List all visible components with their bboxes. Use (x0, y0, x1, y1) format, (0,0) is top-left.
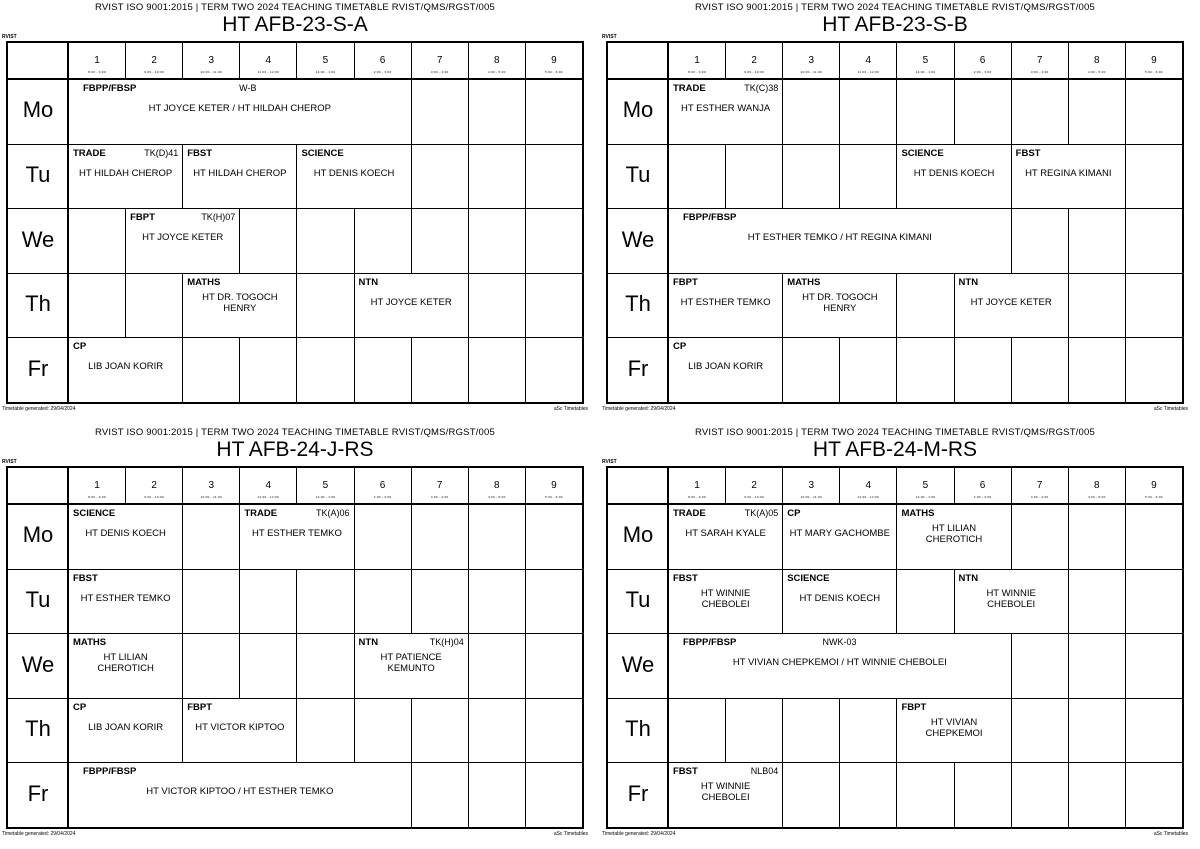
lesson-card[interactable] (668, 633, 1012, 699)
period-time: 2:00 - 3:00 (973, 70, 992, 74)
period-time: 10:00 - 11:00 (200, 495, 222, 499)
period-number: 2 (151, 55, 157, 66)
lesson-card[interactable] (182, 273, 297, 339)
period-time: 5:00 - 6:00 (1145, 70, 1163, 74)
lesson-card[interactable] (239, 504, 354, 570)
day-label: Tu (25, 586, 51, 612)
period-time: 4:00 - 5:00 (1087, 495, 1106, 499)
lesson-card[interactable] (68, 762, 412, 828)
day-label: We (621, 651, 655, 677)
period-time: 9:00 - 10:00 (744, 495, 764, 499)
footer-software: aSc Timetables (1153, 406, 1188, 412)
period-number: 7 (1036, 480, 1043, 491)
lesson-subject: TRADE (244, 508, 278, 519)
lesson-card[interactable] (354, 633, 469, 699)
period-number: 1 (94, 480, 100, 491)
lesson-subject: NTN (958, 572, 979, 584)
lesson-room: W-B (239, 83, 257, 93)
school-code: RVIST (602, 34, 617, 40)
lesson-subject: FBST (673, 572, 698, 584)
period-time: 9:00 - 10:00 (144, 495, 164, 499)
timetable-panel (600, 0, 1190, 424)
lesson-card[interactable] (782, 273, 897, 339)
day-label: Fr (27, 355, 49, 381)
period-number: 7 (1036, 55, 1043, 66)
period-time: 10:00 - 11:00 (800, 495, 822, 499)
lesson-teacher: HT DENIS KOECH (85, 528, 166, 539)
lesson-subject: SCIENCE (301, 147, 344, 159)
period-number: 8 (1093, 480, 1100, 491)
lesson-teacher: HT JOYCE KETER (142, 232, 224, 244)
lesson-teacher: LIB JOAN KORIR (88, 361, 164, 373)
period-number: 5 (922, 480, 929, 491)
lesson-subject: TRADE (73, 147, 106, 159)
lesson-teacher: HT ESTHER WANJA (681, 103, 771, 114)
lesson-subject: FBST (673, 766, 698, 778)
lesson-card[interactable] (1011, 144, 1126, 210)
period-number: 9 (1151, 480, 1157, 491)
lesson-teacher: HT JOYCE KETER (970, 296, 1052, 308)
period-time: 4:00 - 5:00 (1087, 70, 1106, 74)
day-label: Th (25, 716, 51, 742)
lesson-teacher: HT ESTHER TEMKO (80, 592, 171, 604)
grid-line (1068, 468, 1069, 827)
period-time: 2:00 - 3:00 (373, 495, 392, 499)
footer-software: aSc Timetables (553, 831, 588, 837)
period-time: 11:00 - 12:00 (257, 70, 279, 74)
grid-line (525, 43, 526, 402)
day-label: Tu (625, 586, 651, 612)
lesson-card[interactable] (782, 569, 897, 635)
lesson-card[interactable] (896, 144, 1011, 210)
day-label: Mo (622, 522, 654, 548)
period-time: 3:00 - 4:00 (430, 70, 449, 74)
period-number: 6 (979, 55, 986, 66)
lesson-subject: CP (73, 341, 87, 353)
period-time: 11:00 - 12:00 (257, 495, 279, 499)
header-line: RVIST ISO 9001:2015 | TERM TWO 2024 TEACHING TIMETABLE RVIST/QMS/RGST/005 (694, 427, 1096, 438)
lesson-teacher: HT DR. TOGOCH HENRY (802, 291, 878, 314)
lesson-room: TK(A)05 (744, 508, 779, 518)
lesson-card[interactable] (668, 337, 783, 403)
period-time: 8:00 - 9:00 (688, 70, 706, 74)
lesson-card[interactable] (68, 144, 183, 210)
lesson-room: TK(D)41 (144, 147, 179, 158)
period-number: 3 (208, 55, 214, 66)
period-number: 5 (322, 55, 329, 66)
day-label: Th (625, 716, 651, 742)
timetable-grid (6, 466, 584, 829)
lesson-subject: MATHS (73, 637, 107, 649)
day-label: Tu (625, 161, 651, 187)
day-label: Fr (27, 780, 49, 806)
period-number: 4 (865, 55, 872, 66)
period-number: 1 (94, 55, 100, 66)
day-label: Mo (22, 97, 54, 123)
lesson-subject: NTN (358, 637, 379, 649)
grid-line (1125, 43, 1126, 402)
timetable-title: HT AFB-24-J-RS (216, 438, 374, 461)
period-time: 3:00 - 4:00 (430, 495, 449, 499)
timetable-grid (6, 41, 584, 404)
period-time: 11:00 - 12:00 (857, 495, 879, 499)
lesson-subject: FBPT (901, 701, 927, 713)
lesson-subject: MATHS (787, 276, 821, 288)
lesson-subject: FBPP/FBSP (683, 212, 737, 224)
period-time: 11:00 - 12:00 (857, 70, 879, 74)
lesson-teacher: HT DENIS KOECH (913, 167, 995, 179)
lesson-subject: FBPP/FBSP (683, 637, 737, 649)
day-label: We (21, 651, 55, 677)
lesson-subject: SCIENCE (787, 572, 830, 584)
lesson-subject: FBPT (673, 276, 698, 288)
timetable-title: HT AFB-23-S-B (822, 13, 968, 36)
lesson-teacher: HT MARY GACHOMBE (789, 528, 890, 539)
lesson-card[interactable] (182, 144, 297, 210)
lesson-subject: FBST (1015, 147, 1041, 159)
period-time: 10:00 - 11:00 (200, 70, 222, 74)
lesson-card[interactable] (354, 273, 469, 339)
period-number: 1 (694, 55, 700, 66)
lesson-card[interactable] (896, 698, 1011, 764)
timetable-panel (0, 425, 590, 849)
period-time: 12:00 - 1:00 (915, 70, 936, 74)
lesson-card[interactable] (68, 698, 183, 764)
period-time: 8:00 - 9:00 (688, 495, 706, 499)
period-time: 2:00 - 3:00 (373, 70, 392, 74)
period-number: 6 (979, 480, 986, 491)
period-number: 7 (436, 55, 443, 66)
period-time: 9:00 - 10:00 (744, 70, 764, 74)
period-time: 12:00 - 1:00 (315, 495, 336, 499)
lesson-teacher: HT ESTHER TEMKO (251, 528, 342, 539)
period-number: 6 (379, 55, 386, 66)
lesson-teacher: HT HILDAH CHEROP (193, 167, 287, 179)
period-number: 2 (151, 480, 157, 491)
header-line: RVIST ISO 9001:2015 | TERM TWO 2024 TEACHING TIMETABLE RVIST/QMS/RGST/005 (94, 427, 496, 438)
period-time: 8:00 - 9:00 (88, 70, 106, 74)
lesson-card[interactable] (668, 569, 783, 635)
lesson-room: TK(A)06 (316, 508, 350, 518)
lesson-card[interactable] (954, 273, 1069, 339)
period-number: 9 (551, 55, 557, 66)
lesson-teacher: HT VICTOR KIPTOO (195, 721, 285, 733)
lesson-teacher: HT JOYCE KETER (370, 296, 452, 308)
lesson-teacher: HT WINNIE CHEBOLEI (700, 587, 751, 610)
lesson-teacher: HT DR. TOGOCH HENRY (202, 291, 278, 314)
lesson-card[interactable] (782, 504, 897, 570)
lesson-card[interactable] (68, 504, 183, 570)
period-number: 3 (808, 480, 814, 491)
day-label: Mo (622, 97, 654, 123)
lesson-teacher: HT VIVIAN CHEPKEMOI (925, 716, 983, 739)
footer-generated: Timetable generated: 29/04/2024 (602, 831, 676, 837)
footer-software: aSc Timetables (553, 406, 588, 412)
timetable-panel (0, 0, 590, 424)
grid-line (1125, 468, 1126, 827)
lesson-card[interactable] (68, 633, 183, 699)
footer-software: aSc Timetables (1153, 831, 1188, 837)
lesson-subject: FBPT (130, 212, 155, 224)
lesson-card[interactable] (68, 79, 412, 145)
lesson-teacher: LIB JOAN KORIR (688, 361, 764, 373)
period-time: 2:00 - 3:00 (973, 495, 992, 499)
lesson-card[interactable] (68, 337, 183, 403)
day-label: Fr (627, 355, 649, 381)
grid-line (525, 468, 526, 827)
lesson-subject: TRADE (673, 83, 706, 94)
lesson-card[interactable] (668, 208, 1012, 274)
period-time: 4:00 - 5:00 (487, 70, 506, 74)
period-number: 4 (865, 480, 872, 491)
period-number: 9 (551, 480, 557, 491)
lesson-card[interactable] (125, 208, 240, 274)
day-label: Mo (22, 522, 54, 548)
lesson-card[interactable] (668, 79, 783, 145)
period-number: 1 (694, 480, 700, 491)
period-number: 8 (1093, 55, 1100, 66)
lesson-teacher: HT PATIENCE KEMUNTO (380, 652, 442, 675)
period-time: 3:00 - 4:00 (1030, 70, 1049, 74)
lesson-teacher: HT JOYCE KETER / HT HILDAH CHEROP (148, 103, 331, 114)
period-number: 2 (751, 480, 757, 491)
header-line: RVIST ISO 9001:2015 | TERM TWO 2024 TEACHING TIMETABLE RVIST/QMS/RGST/005 (694, 2, 1096, 13)
footer-generated: Timetable generated: 29/04/2024 (2, 831, 76, 837)
timetable-grid (606, 41, 1184, 404)
day-label: We (621, 226, 655, 252)
lesson-subject: NTN (358, 276, 379, 288)
timetable-title: HT AFB-23-S-A (222, 13, 368, 36)
lesson-teacher: HT REGINA KIMANI (1025, 167, 1112, 179)
lesson-subject: FBPP/FBSP (83, 766, 137, 778)
period-number: 8 (493, 55, 500, 66)
period-time: 9:00 - 10:00 (144, 70, 164, 74)
timetable-grid (606, 466, 1184, 829)
lesson-teacher: HT LILIAN CHEROTICH (97, 652, 154, 675)
lesson-subject: FBST (73, 572, 98, 584)
lesson-teacher: HT VICTOR KIPTOO / HT ESTHER TEMKO (146, 786, 334, 798)
lesson-room: NWK-03 (822, 637, 857, 648)
lesson-card[interactable] (954, 569, 1069, 635)
day-label: Th (25, 291, 51, 317)
period-number: 5 (322, 480, 329, 491)
period-number: 4 (265, 55, 272, 66)
lesson-room: TK(H)04 (429, 637, 464, 648)
grid-line (468, 43, 469, 402)
lesson-card[interactable] (296, 144, 411, 210)
lesson-teacher: HT DENIS KOECH (313, 167, 395, 179)
lesson-teacher: HT ESTHER TEMKO (680, 296, 771, 308)
lesson-subject: CP (787, 508, 801, 519)
lesson-teacher: HT WINNIE CHEBOLEI (986, 587, 1036, 610)
footer-generated: Timetable generated: 29/04/2024 (602, 406, 676, 412)
school-code: RVIST (2, 34, 17, 40)
day-label: Fr (627, 780, 649, 806)
period-time: 8:00 - 9:00 (88, 495, 106, 499)
lesson-teacher: HT ESTHER TEMKO / HT REGINA KIMANI (747, 232, 932, 244)
period-time: 3:00 - 4:00 (1030, 495, 1049, 499)
school-code: RVIST (602, 459, 617, 465)
period-time: 4:00 - 5:00 (487, 495, 506, 499)
lesson-room: TK(H)07 (201, 212, 236, 223)
lesson-subject: MATHS (187, 276, 221, 288)
lesson-card[interactable] (668, 504, 783, 570)
period-number: 2 (751, 55, 757, 66)
grid-line (1068, 43, 1069, 402)
period-time: 12:00 - 1:00 (915, 495, 936, 499)
lesson-subject: CP (673, 341, 687, 353)
timetable-title: HT AFB-24-M-RS (812, 438, 978, 461)
period-time: 10:00 - 11:00 (800, 70, 822, 74)
lesson-card[interactable] (182, 698, 297, 764)
timetable-panel (600, 425, 1190, 849)
school-code: RVIST (2, 459, 17, 465)
day-label: We (21, 226, 55, 252)
period-time: 5:00 - 6:00 (1145, 495, 1163, 499)
lesson-room: TK(C)38 (744, 83, 779, 93)
period-time: 5:00 - 6:00 (545, 495, 563, 499)
lesson-teacher: HT SARAH KYALE (685, 528, 766, 539)
lesson-teacher: HT LILIAN CHEROTICH (925, 523, 983, 545)
lesson-subject: NTN (958, 276, 979, 288)
lesson-teacher: HT VIVIAN CHEPKEMOI / HT WINNIE CHEBOLEI (732, 657, 947, 669)
lesson-teacher: LIB JOAN KORIR (88, 721, 164, 733)
period-number: 6 (379, 480, 386, 491)
lesson-subject: FBPP/FBSP (83, 83, 137, 94)
day-label: Th (625, 291, 651, 317)
period-number: 4 (265, 480, 272, 491)
lesson-subject: FBPT (187, 701, 213, 713)
period-time: 5:00 - 6:00 (545, 70, 563, 74)
period-number: 9 (1151, 55, 1157, 66)
period-number: 5 (922, 55, 929, 66)
lesson-room: NLB04 (750, 766, 779, 777)
period-number: 3 (808, 55, 814, 66)
period-number: 3 (208, 480, 214, 491)
lesson-card[interactable] (668, 762, 783, 828)
lesson-subject: TRADE (673, 508, 706, 519)
header-line: RVIST ISO 9001:2015 | TERM TWO 2024 TEACHING TIMETABLE RVIST/QMS/RGST/005 (94, 2, 496, 13)
lesson-subject: SCIENCE (73, 508, 116, 519)
lesson-teacher: HT WINNIE CHEBOLEI (700, 781, 751, 804)
footer-generated: Timetable generated: 29/04/2024 (2, 406, 76, 412)
lesson-card[interactable] (668, 273, 783, 339)
lesson-subject: CP (73, 701, 87, 713)
period-time: 12:00 - 1:00 (315, 70, 336, 74)
lesson-subject: FBST (187, 147, 213, 159)
lesson-card[interactable] (68, 569, 183, 635)
lesson-teacher: HT DENIS KOECH (799, 592, 881, 604)
day-label: Tu (25, 161, 51, 187)
period-number: 8 (493, 480, 500, 491)
lesson-subject: SCIENCE (901, 147, 944, 159)
lesson-card[interactable] (896, 504, 1011, 570)
lesson-subject: MATHS (901, 508, 935, 519)
period-number: 7 (436, 480, 443, 491)
lesson-teacher: HT HILDAH CHEROP (78, 167, 173, 179)
